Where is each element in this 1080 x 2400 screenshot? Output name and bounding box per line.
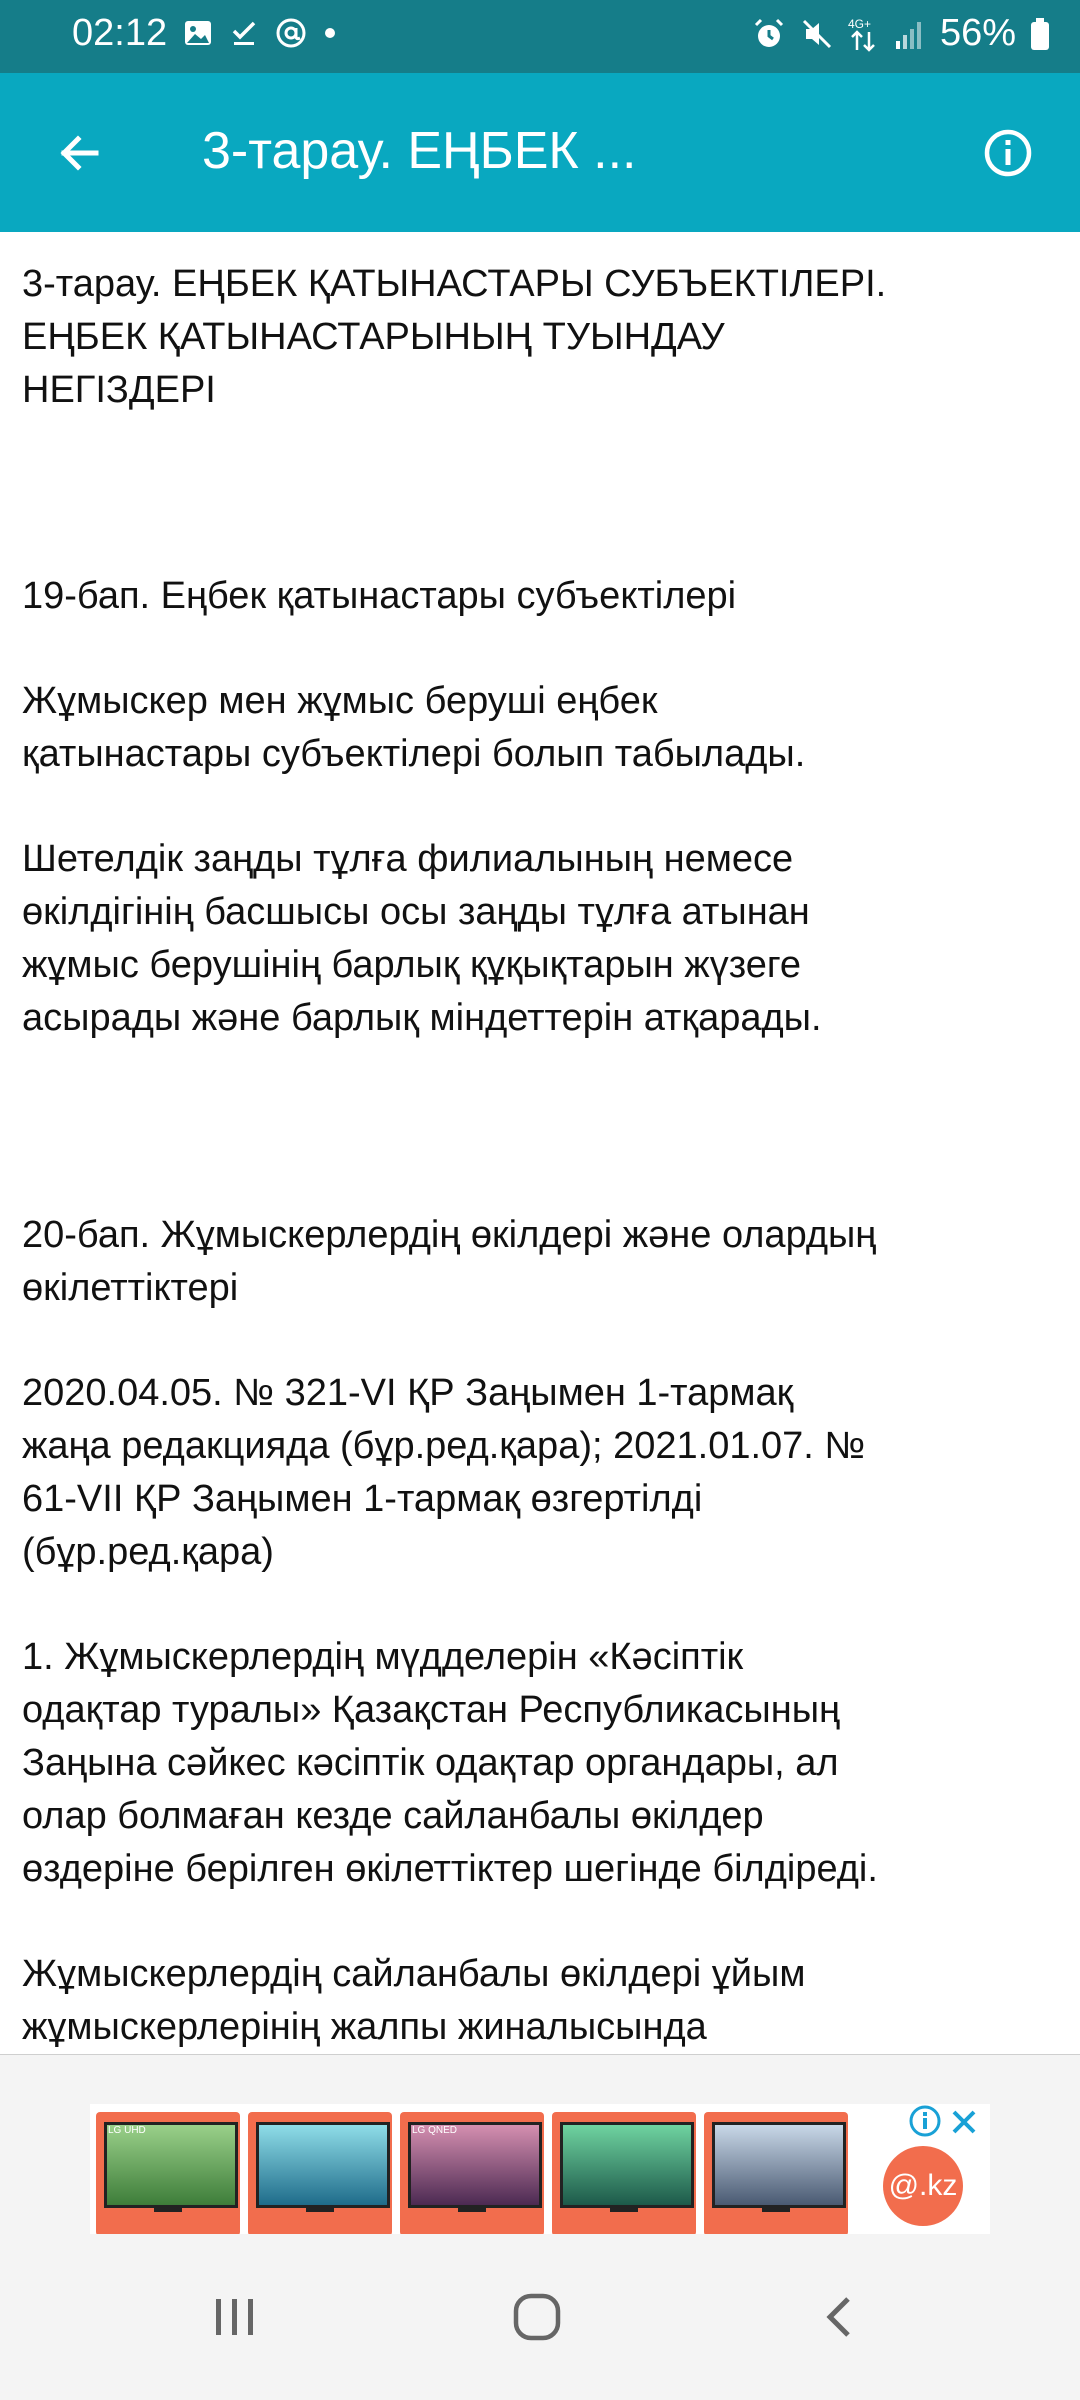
info-button[interactable] [968, 113, 1048, 193]
ad-banner[interactable] [90, 2104, 990, 2240]
app-bar [0, 73, 1080, 232]
at-icon [274, 16, 308, 50]
data-arrows-icon [848, 16, 878, 52]
notification-icons [182, 16, 338, 50]
ad-tv-5 [704, 2112, 848, 2236]
article-20-title: 20-бап. Жұмыскерлердің өкілдері және олардың өкілеттіктері [22, 1214, 877, 1309]
ad-tv-brand: LG QNED [412, 2125, 458, 2136]
status-bar [0, 0, 1080, 73]
mute-icon [800, 17, 834, 51]
ad-logo: @.kz [883, 2146, 963, 2226]
page-title: 3-тарау. ЕҢБЕК ... [202, 122, 637, 180]
ad-tv-brand: LG UHD [108, 2125, 146, 2136]
back-button[interactable] [40, 113, 120, 193]
ad-area [0, 2054, 1080, 2235]
battery-icon [1030, 17, 1050, 51]
status-right [752, 12, 1050, 55]
article-20-paragraph-2: Жұмыскерлердің сайланбалы өкілдері ұйым жұмыскерлерінің жалпы жиналысында [22, 1953, 806, 2048]
nav-back-button[interactable] [800, 2282, 880, 2352]
home-icon [511, 2291, 563, 2343]
document-content[interactable] [0, 232, 1080, 2054]
ad-close-icon[interactable] [948, 2106, 980, 2138]
ad-tv-3 [400, 2112, 544, 2236]
signal-icon [892, 17, 926, 51]
recents-button[interactable] [195, 2282, 275, 2352]
recents-icon [210, 2295, 260, 2339]
system-nav-bar [0, 2234, 1080, 2400]
article-20-paragraph-1: 1. Жұмыскерлердің мүдделерін «Кәсіптік одақтар туралы» Қазақстан Республикасының Заңына сәйкес кәсіптік одақтар органдары, ал олар болмаған кезде сайланбалы өкілдер өздеріне берілген өкілеттіктер шегінде білдіреді. [22, 1636, 878, 1890]
back-icon [820, 2293, 860, 2341]
arrow-left-icon [56, 129, 104, 177]
article-20-note: 2020.04.05. № 321-VI ҚР Заңымен 1-тармақ жаңа редакцияда (бұр.ред.қара); 2021.01.07. № 61-VII ҚР Заңымен 1-тармақ өзгертілді (бұр.ред.қара) [22, 1372, 866, 1573]
alarm-icon [752, 17, 786, 51]
ad-tv-1 [96, 2112, 240, 2236]
article-19-title: 19-бап. Еңбек қатынастары субъектілері [22, 575, 737, 617]
info-icon [982, 127, 1034, 179]
status-time: 02:12 [72, 12, 168, 54]
ad-tv-4 [552, 2112, 696, 2236]
ad-info-icon[interactable] [908, 2104, 942, 2138]
chapter-title: 3-тарау. ЕҢБЕК ҚАТЫНАСТАРЫ СУБЪЕКТІЛЕРІ. ЕҢБЕК ҚАТЫНАСТАРЫНЫҢ ТУЫНДАУ НЕГІЗДЕРІ [22, 263, 887, 411]
ad-tv-2 [248, 2112, 392, 2236]
dot-icon [322, 25, 338, 41]
article-19-paragraph-2: Шетелдік заңды тұлға филиалының немесе өкілдігінің басшысы осы заңды тұлға атынан жұмыс берушінің барлық құқықтарын жүзеге асырады және барлық міндеттерін атқарады. [22, 838, 822, 1039]
image-icon [182, 17, 214, 49]
home-button[interactable] [497, 2282, 577, 2352]
battery-percent: 56% [939, 12, 1016, 54]
check-icon [228, 17, 260, 49]
svg-text:4G+: 4G+ [847, 16, 871, 31]
article-19-paragraph-1: Жұмыскер мен жұмыс беруші еңбек қатынастары субъектілері болып табылады. [22, 680, 806, 775]
